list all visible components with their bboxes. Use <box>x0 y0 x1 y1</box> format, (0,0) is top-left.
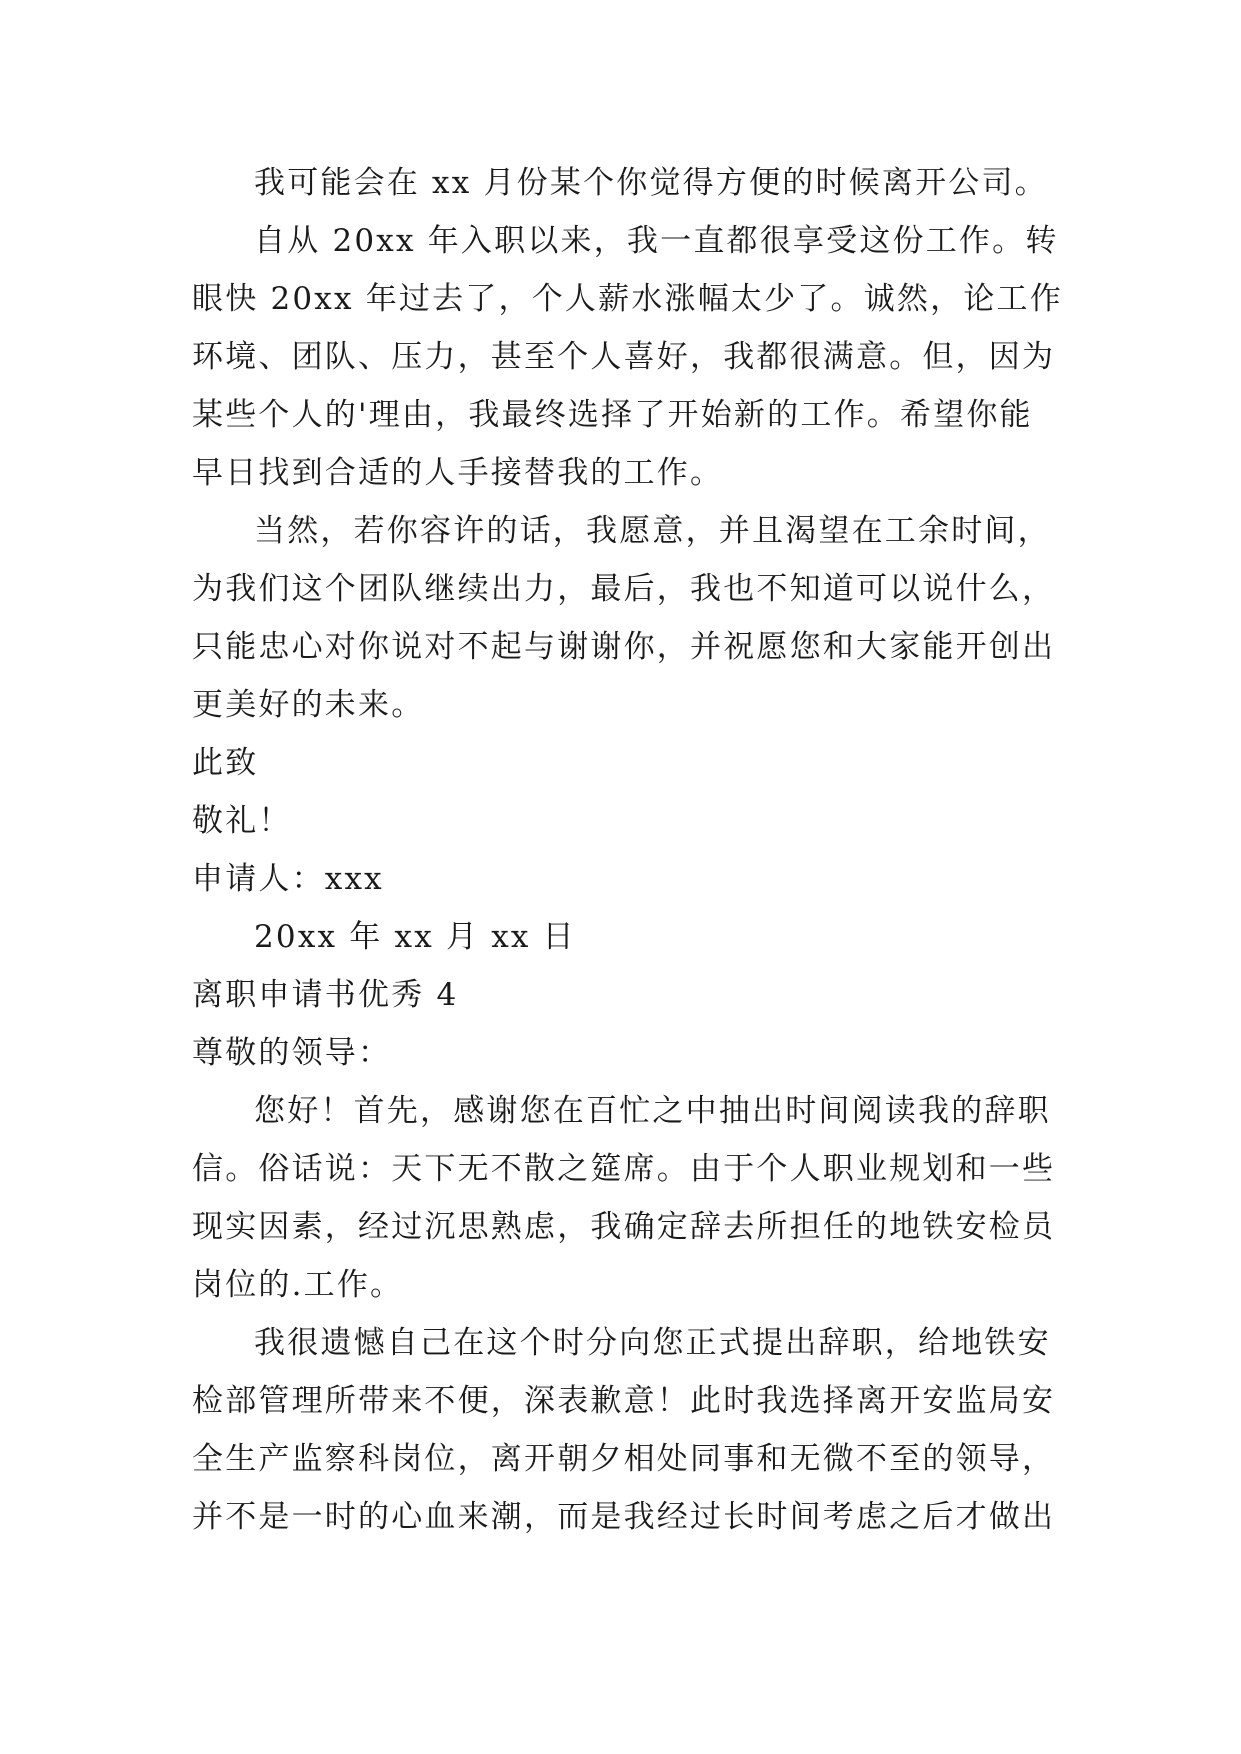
paragraph-line: 眼快 20xx 年过去了，个人薪水涨幅太少了。诚然，论工作 <box>192 281 1063 317</box>
paragraph-line: 当然，若你容许的话，我愿意，并且渴望在工余时间， <box>254 513 1051 549</box>
closing-regards: 敬礼！ <box>192 803 292 839</box>
paragraph-line: 全生产监察科岗位，离开朝夕相处同事和无微不至的领导， <box>192 1441 1056 1477</box>
paragraph-line: 自从 20xx 年入职以来，我一直都很享受这份工作。转 <box>254 223 1059 259</box>
paragraph-line: 现实因素，经过沉思熟虑，我确定辞去所担任的地铁安检员 <box>192 1209 1056 1245</box>
paragraph-line: 并不是一时的心血来潮，而是我经过长时间考虑之后才做出 <box>192 1499 1056 1535</box>
applicant-line: 申请人：xxx <box>192 861 384 897</box>
date-line: 20xx 年 xx 月 xx 日 <box>254 919 576 955</box>
greeting-line: 尊敬的领导： <box>192 1035 392 1071</box>
paragraph-line: 环境、团队、压力，甚至个人喜好，我都很满意。但，因为 <box>192 339 1056 375</box>
paragraph-line: 我很遗憾自己在这个时分向您正式提出辞职，给地铁安 <box>254 1325 1051 1361</box>
section-title: 离职申请书优秀 4 <box>192 977 459 1013</box>
paragraph-line: 为我们这个团队继续出力，最后，我也不知道可以说什么， <box>192 571 1056 607</box>
paragraph-line: 某些个人的'理由，我最终选择了开始新的工作。希望你能 <box>192 397 1033 433</box>
paragraph-line: 早日找到合适的人手接替我的工作。 <box>192 455 724 491</box>
paragraph-line: 信。俗话说：天下无不散之筵席。由于个人职业规划和一些 <box>192 1151 1056 1187</box>
paragraph-line: 检部管理所带来不便，深表歉意！此时我选择离开安监局安 <box>192 1383 1056 1419</box>
paragraph-line: 只能忠心对你说对不起与谢谢你，并祝愿您和大家能开创出 <box>192 629 1056 665</box>
paragraph-line: 更美好的未来。 <box>192 687 425 723</box>
closing-salutation: 此致 <box>192 745 259 781</box>
paragraph-line: 岗位的.工作。 <box>192 1267 404 1303</box>
paragraph-line: 您好！首先，感谢您在百忙之中抽出时间阅读我的辞职 <box>254 1093 1051 1129</box>
paragraph-line: 我可能会在 xx 月份某个你觉得方便的时候离开公司。 <box>254 165 1048 201</box>
